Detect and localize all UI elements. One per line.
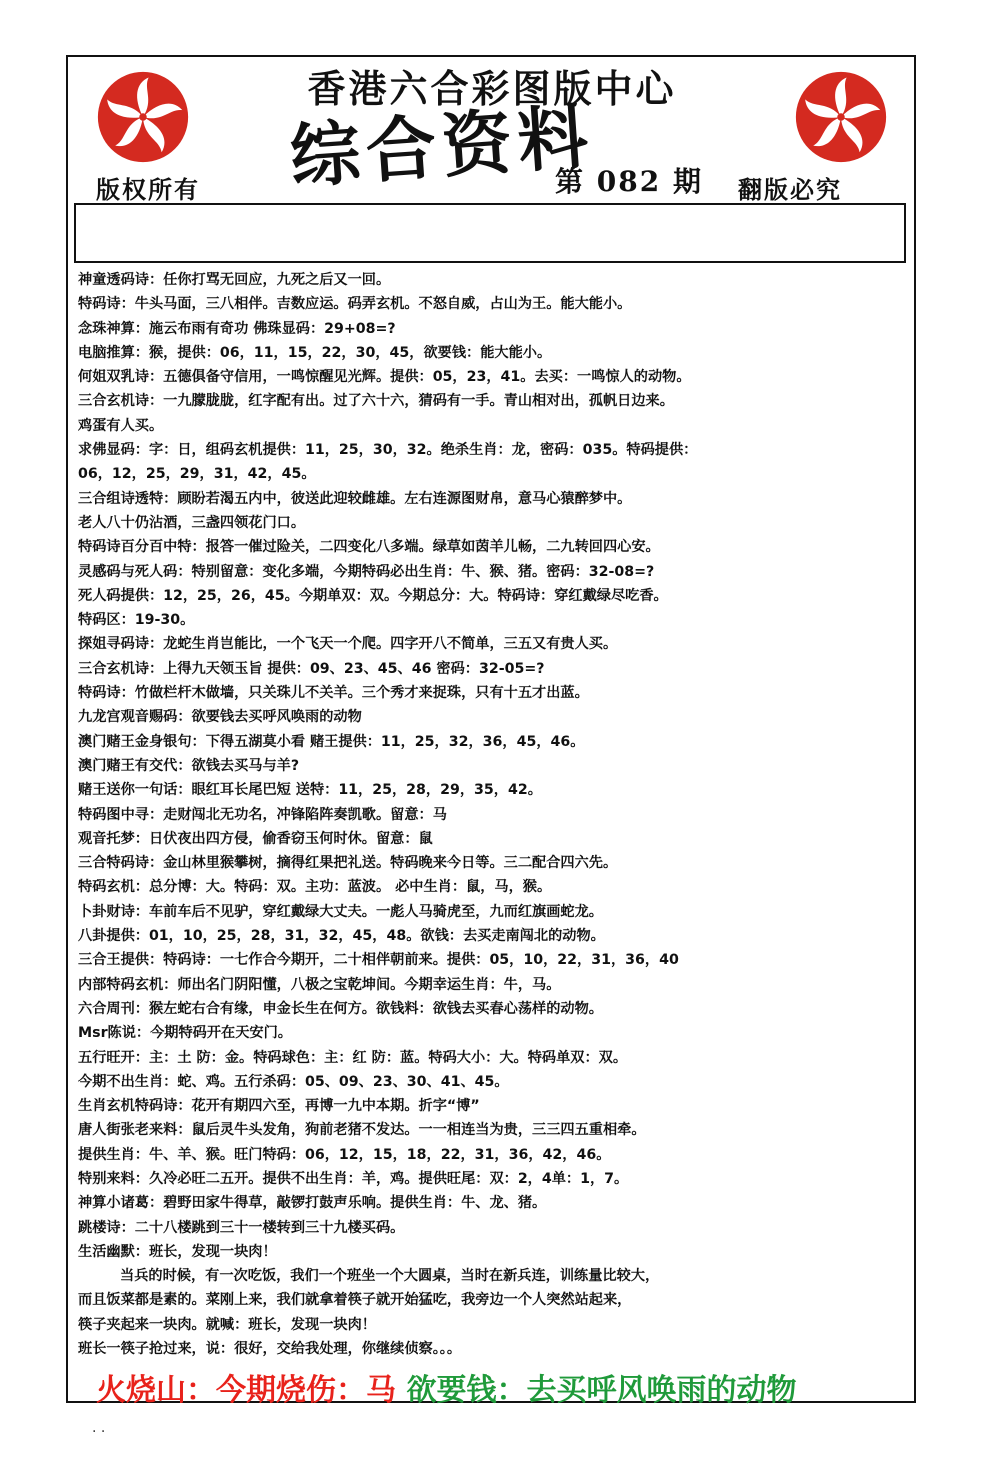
text-line: 探姐寻码诗：龙蛇生肖岂能比，一个飞天一个爬。四字开八不简单，三五又有贵人买。 [78,636,618,653]
text-line: 筷子夹起来一块肉。就喊：班长，发现一块肉！ [78,1316,376,1333]
main-heading: 综合资料 [287,94,597,199]
text-line: 当兵的时候，有一次吃饭，我们一个班坐一个大圆桌，当时在新兵连，训练量比较大， [120,1268,660,1285]
text-line: 灵感码与死人码：特别留意：变化多端，今期特码必出生肖：牛、猴、猪。密码：32-08=? [78,563,655,580]
blank-banner-box [74,203,906,263]
text-line: 特码玄机：总分博：大。特码：双。主功：蓝波。 必中生肖：鼠，马，猴。 [78,879,552,896]
bottom-marks: . . [92,1420,106,1436]
text-line: 三合特码诗：金山林里猴攀树，摘得红果把礼送。特码晚来今日等。三二配合四六先。 [78,855,618,872]
text-line: 六合周刊：猴左蛇右合有缘，申金长生在何方。欲钱料：欲钱去买春心荡样的动物。 [78,1000,603,1017]
text-line: 八卦提供：01，10，25，28，31，32，45，48。欲钱：去买走南闯北的动物。 [78,928,605,945]
text-line: 唐人街张老来料：鼠后灵牛头发角，狗前老猪不发达。一一相连当为贵，三三四五重相牵。 [78,1122,646,1139]
text-line: 五行旺开：主：土 防：金。特码球色：主：红 防：蓝。特码大小：大。特码单双：双。 [78,1049,628,1066]
text-line: 九龙宫观音赐码：欲要钱去买呼风唤雨的动物 [78,709,362,726]
piracy-caption: 翻版必究 [738,175,842,204]
text-line: 三合王提供：特码诗：一七作合今期开，二十相伴朝前来。提供：05，10，22，31，36，40 [78,952,679,969]
text-line: 生活幽默：班长，发现一块肉！ [78,1243,277,1260]
text-line: 特码区：19-30。 [78,612,195,629]
text-line: 死人码提供：12，25，26，45。今期单双：双。今期总分：大。特码诗：穿红戴绿尽吃香。 [78,587,668,604]
footer-banner [96,1365,916,1409]
text-line: 提供生肖：牛、羊、猴。旺门特码：06，12，15，18，22，31，36，42，46。 [78,1146,611,1163]
text-line: 念珠神算：施云布雨有奇功 佛珠显码：29+08=? [78,320,396,337]
text-line: 三合组诗透特：顾盼若渴五内中，彼送此迎较雌雄。左右连源图财帛，意马心猿醉梦中。 [78,490,632,507]
text-line: 神算小诸葛：碧野田家牛得草，敲锣打鼓声乐响。提供生肖：牛、龙、猪。 [78,1195,547,1212]
text-line: 特码诗：竹做栏杆木做墙，只关珠儿不关羊。三个秀才来捉珠，只有十五才出蓝。 [78,685,589,702]
content-lines [78,268,908,1361]
text-line: 求佛显码：字：日，组码玄机提供：11，25，30，32。绝杀生肖：龙，密码：035。特码提供： [78,442,698,459]
text-line: 赌王送你一句话：眼红耳长尾巴短 送特：11，25，28，29，35，42。 [78,782,542,799]
text-line: 特码诗百分百中特：报答一催过险关，二四变化八多端。绿草如茵羊儿畅，二九转回四心安。 [78,539,660,556]
text-line: 卜卦财诗：车前车后不见驴，穿红戴绿大丈夫。一彪人马骑虎至，九而红旗画蛇龙。 [78,903,603,920]
text-line: 跳楼诗：二十八楼跳到三十一楼转到三十九楼买码。 [78,1219,405,1236]
text-line: 今期不出生肖：蛇、鸡。五行杀码：05、09、23、30、41、45。 [78,1073,509,1090]
text-line: 特别来料：久冷必旺二五开。提供不出生肖：羊，鸡。提供旺尾：双：2，4单：1，7。 [78,1170,629,1187]
text-line: 特码诗：牛头马面，三八相伴。吉数应运。码弄玄机。不怒自威，占山为王。能大能小。 [78,296,632,313]
text-line: 澳门赌王有交代：欲钱去买马与羊? [78,757,300,774]
text-line: Msr陈说：今期特码开在天安门。 [78,1025,292,1042]
text-line: 而且饭菜都是素的。菜刚上来，我们就拿着筷子就开始猛吃，我旁边一个人突然站起来， [78,1292,632,1309]
issue-number: 第 082 期 [555,165,703,198]
text-line: 班长一筷子抢过来，说：很好，交给我处理，你继续侦察。。。 [78,1341,462,1358]
footer-part-1: 火烧山：今期烧伤：马 [96,1373,396,1408]
text-line: 澳门赌王金身银句：下得五湖莫小看 赌王提供：11，25，32，36，45，46。 [78,733,585,750]
text-line: 电脑推算：猴，提供：06，11，15，22，30，45，欲要钱：能大能小。 [78,344,552,361]
text-line: 何姐双乳诗：五德俱备守信用，一鸣惊醒见光辉。提供：05，23，41。去买：一鸣惊人的动物。 [78,369,691,386]
text-line: 内部特码玄机：师出名门阴阳懂，八极之宝乾坤间。今期幸运生肖：牛，马。 [78,976,561,993]
text-line: 生肖玄机特码诗：花开有期四六至，再博一九中本期。折字“博” [78,1098,480,1115]
text-line: 06，12，25，29，31，42，45。 [78,466,316,483]
text-line: 特码图中寻：走财闯北无功名，冲锋陷阵奏凯歌。留意：马 [78,806,447,823]
text-line: 三合玄机诗：一九朦胧胧，红字配有出。过了六十六，猜码有一手。青山相对出，孤帆日边来。 [78,393,674,410]
text-line: 鸡蛋有人买。 [78,417,164,434]
text-line: 三合玄机诗：上得九天领玉旨 提供：09、23、45、46 密码：32-05=? [78,660,545,677]
text-line: 观音托梦：日伏夜出四方侵，偷香窃玉何时休。留意：鼠 [78,830,433,847]
text-line: 老人八十仍沾酒，三盏四领花门口。 [78,514,306,531]
footer-part-2: 欲要钱：去买呼风唤雨的动物 [406,1373,797,1408]
copyright-caption: 版权所有 [96,175,200,204]
page-title: 香港六合彩图版中心 [307,66,677,111]
text-line: 神童透码诗：任你打骂无回应，九死之后又一回。 [78,272,391,288]
